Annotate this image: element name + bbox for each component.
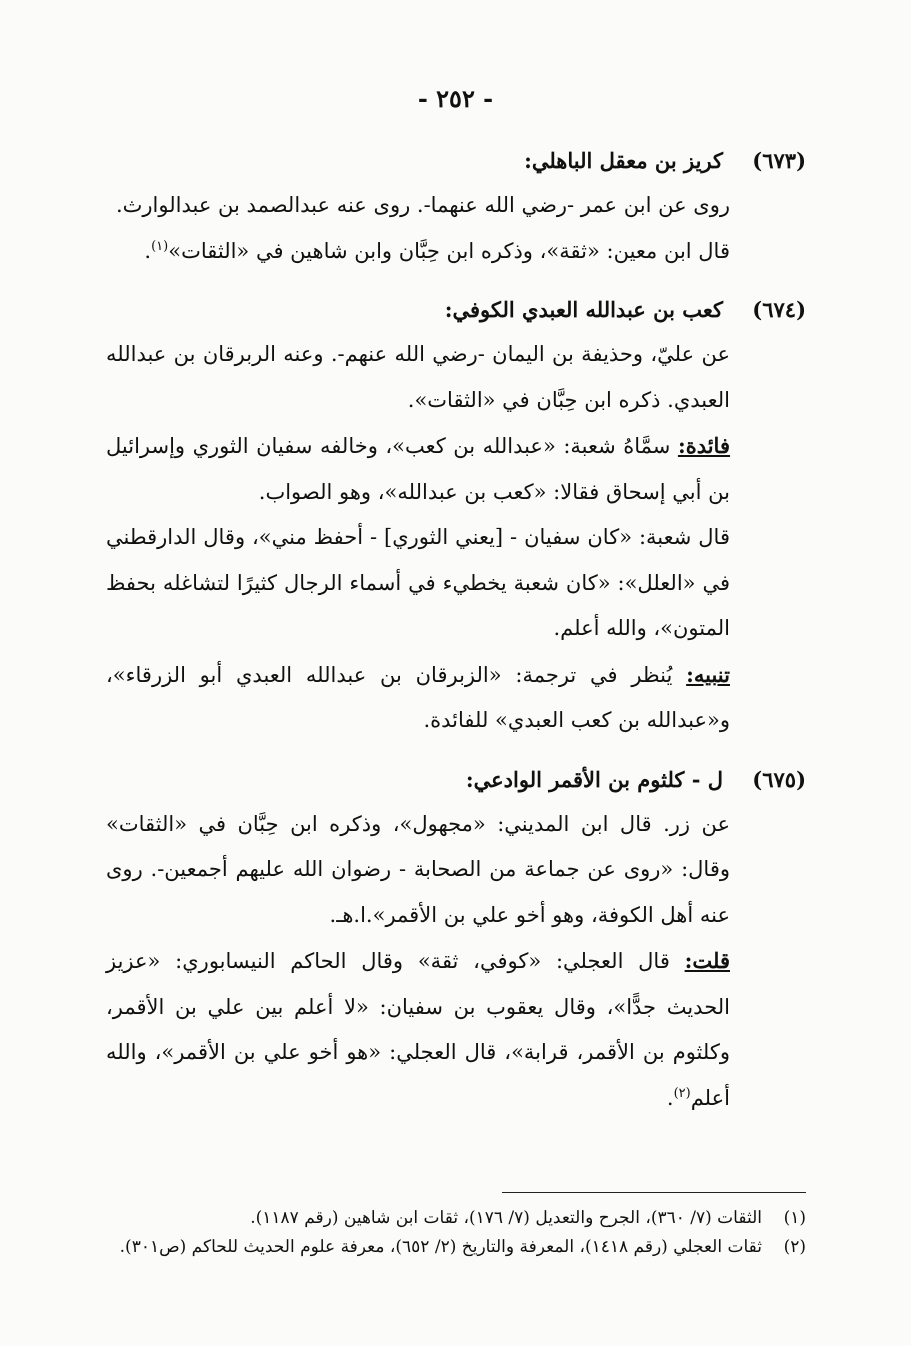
entry-675 <box>106 757 806 1122</box>
page-number: - ٢٥٢ - <box>417 84 494 113</box>
notice-label: تنبيه: <box>686 661 730 687</box>
footnote <box>106 1204 806 1233</box>
paragraph: قال ابن معين: «ثقة»، وذكره ابن حِبَّان وابن شاهين في «الثقات»$^{(١)}$. <box>144 238 730 263</box>
entry-number: (٦٧٣) <box>752 148 806 173</box>
paragraph: عن عليّ، وحذيفة بن اليمان -رضي الله عنهم-. وعنه الربرقان بن عبدالله العبدي. ذكره ابن حِبَّان في «الثقات». <box>106 342 730 412</box>
entry-body <box>106 332 806 744</box>
footnote-number: (٢) <box>783 1237 806 1257</box>
entry-heading <box>106 287 806 332</box>
footnote-text: ثقات العجلي (رقم ١٤١٨)، المعرفة والتاريخ (٢/ ٦٥٢)، معرفة علوم الحديث للحاكم (ص٣٠١). <box>119 1237 762 1257</box>
remark-label: قلت: <box>684 948 730 973</box>
entry-body <box>106 802 806 1122</box>
entry-heading <box>106 138 806 183</box>
entry-title: كريز بن معقل الباهلي: <box>524 148 724 173</box>
paragraph: تنبيه: يُنظر في ترجمة: «الزبرقان بن عبدالله العبدي أبو الزرقاء»، و«عبدالله بن كعب العبدي» للفائدة. <box>106 661 730 732</box>
footnote-text: الثقات (٧/ ٣٦٠)، الجرح والتعديل (٧/ ١٧٦)، ثقات ابن شاهين (رقم ١١٨٧). <box>250 1208 762 1228</box>
footnote-reference[interactable]: (٢) <box>673 1085 691 1101</box>
entry-673 <box>106 138 806 274</box>
entry-title: كعب بن عبدالله العبدي الكوفي: <box>444 297 724 322</box>
paragraph: روى عن ابن عمر -رضي الله عنهما-. روى عنه عبدالصمد بن عبدالوارث. <box>115 193 730 217</box>
entry-title: ل - كلثوم بن الأقمر الوادعي: <box>465 766 724 792</box>
page-body <box>106 138 806 1134</box>
entry-number: (٦٧٥) <box>752 766 806 792</box>
benefit-label: فائدة: <box>677 433 730 458</box>
entry-674 <box>106 287 806 744</box>
entry-body <box>106 183 806 274</box>
footnote <box>106 1233 806 1262</box>
entry-number: (٦٧٤) <box>752 297 806 322</box>
paragraph: قلت: قال العجلي: «كوفي، ثقة» وقال الحاكم النيسابوري: «عزيز الحديث جدًّا»، وقال يعقوب بن سفيان: «لا أعلم بين علي بن الأقمر، وكلثوم بن الأقمر، قرابة»، قال العجلي: «هو أخو علي بن الأقمر»، والله أعلم$^{(٢)}$. <box>106 948 730 1110</box>
footnotes <box>106 1204 806 1262</box>
footnote-number: (١) <box>783 1208 806 1228</box>
paragraph: فائدة: سمَّاهُ شعبة: «عبدالله بن كعب»، وخالفه سفيان الثوري وإسرائيل بن أبي إسحاق فقالا: «كعب بن عبدالله»، وهو الصواب. <box>106 433 730 504</box>
entry-heading <box>106 757 806 802</box>
footnote-reference[interactable]: (١) <box>151 238 169 254</box>
footnote-divider <box>502 1192 806 1193</box>
paragraph: عن زر. قال ابن المديني: «مجهول»، وذكره ابن حِبَّان في «الثقات» وقال: «روى عن جماعة من الصحابة - رضوان الله عليهم أجمعين-. روى عنه أهل الكوفة، وهو أخو علي بن الأقمر».ا.هـ. <box>106 811 730 927</box>
paragraph: قال شعبة: «كان سفيان - [يعني الثوري] - أحفظ مني»، وقال الدارقطني في «العلل»: «كان شعبة يخطيء في أسماء الرجال كثيرًا لتشاغله بحفظ المتون»، والله أعلم. <box>106 525 730 640</box>
